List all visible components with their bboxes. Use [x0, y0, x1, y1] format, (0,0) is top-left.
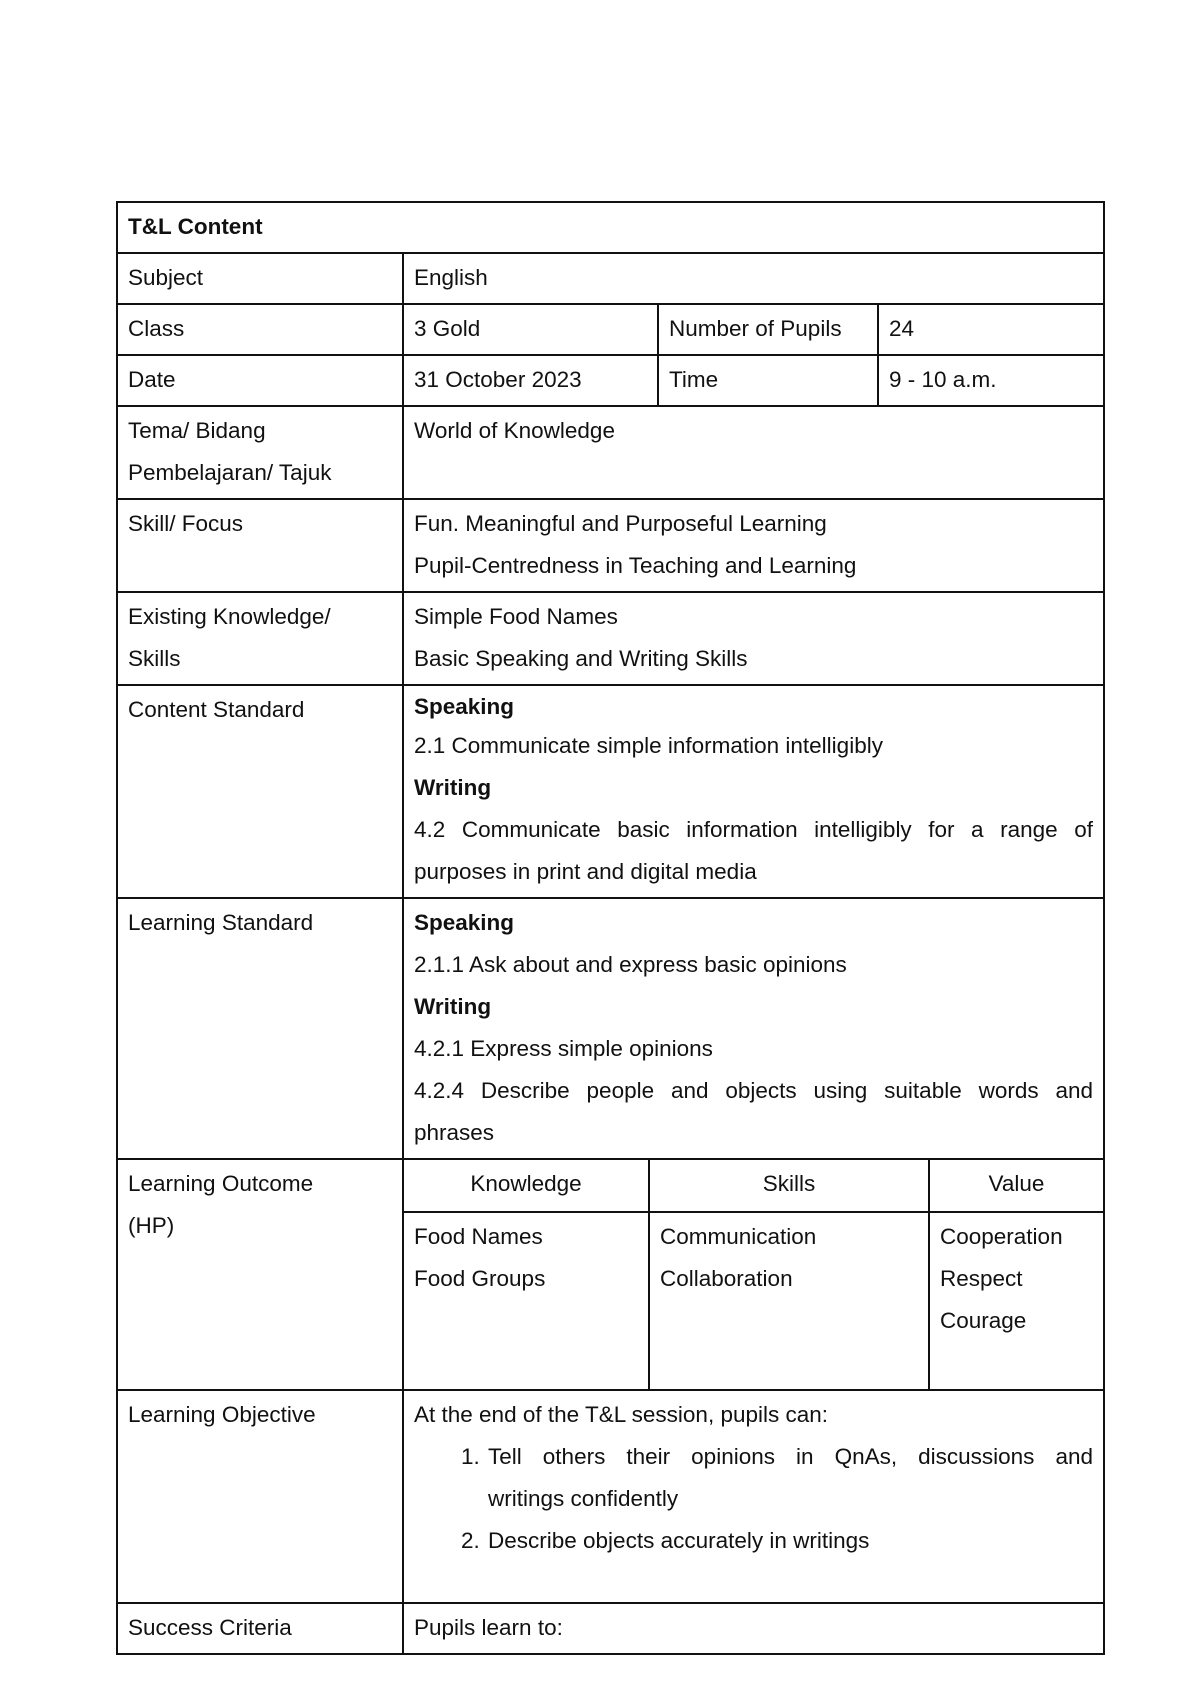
ls-writing-item2-line1: 4.2.4 Describe people and objects using suitable words and: [414, 1078, 1093, 1103]
header-row: [117, 202, 1104, 253]
learning-objective-item: [486, 1436, 1093, 1520]
subject-label: Subject: [117, 253, 403, 304]
lo-value-item: Courage: [940, 1308, 1027, 1333]
lobj-intro: At the end of the T&L session, pupils can:: [414, 1402, 829, 1427]
existing-line2: Basic Speaking and Writing Skills: [414, 646, 748, 671]
lobj-item2: 2. Describe objects accurately in writings: [488, 1528, 870, 1553]
skill-focus-line2: Pupil-Centredness in Teaching and Learning: [414, 553, 857, 578]
lo-label-line1: Learning Outcome: [128, 1171, 314, 1196]
lo-header-value: Value: [929, 1160, 1103, 1212]
class-row: [117, 304, 1104, 355]
theme-label-line2: Pembelajaran/ Tajuk: [128, 460, 332, 485]
success-criteria-value: Pupils learn to:: [403, 1603, 1104, 1654]
lo-value-item: Cooperation: [940, 1224, 1063, 1249]
lo-values-cell: [929, 1212, 1103, 1389]
existing-label-line2: Skills: [128, 646, 181, 671]
learning-standard-row: [117, 898, 1104, 1159]
existing-knowledge-value: [403, 592, 1104, 685]
learning-outcome-grid-cell: [403, 1159, 1104, 1390]
skill-focus-value: [403, 499, 1104, 592]
skill-focus-label: Skill/ Focus: [117, 499, 403, 592]
table-header: T&L Content: [117, 202, 1104, 253]
ls-writing-item2-line2: phrases: [414, 1120, 495, 1145]
lo-label-line2: (HP): [128, 1213, 175, 1238]
lo-skills-cell: [649, 1212, 929, 1389]
success-criteria-row: [117, 1603, 1104, 1654]
time-value: 9 - 10 a.m.: [878, 355, 1104, 406]
ls-writing-heading: Writing: [414, 994, 492, 1019]
lo-body-row: [404, 1212, 1103, 1389]
date-value: 31 October 2023: [403, 355, 658, 406]
skill-focus-row: [117, 499, 1104, 592]
learning-objective-value: [403, 1390, 1104, 1603]
cs-speaking-heading: Speaking: [414, 694, 515, 719]
lo-skills-item: Communication: [660, 1224, 817, 1249]
learning-standard-value: [403, 898, 1104, 1159]
theme-label: [117, 406, 403, 499]
lesson-plan-table: [116, 201, 1105, 1655]
cs-writing-item-line1: 4.2 Communicate basic information intelligibly for a range of: [414, 817, 1093, 842]
theme-row: [117, 406, 1104, 499]
pupils-label: Number of Pupils: [658, 304, 878, 355]
existing-line1: Simple Food Names: [414, 604, 618, 629]
content-standard-row: [117, 685, 1104, 898]
lo-value-item: Respect: [940, 1266, 1023, 1291]
class-value: 3 Gold: [403, 304, 658, 355]
cs-writing-heading: Writing: [414, 775, 492, 800]
date-row: [117, 355, 1104, 406]
lo-header-skills: Skills: [649, 1160, 929, 1212]
time-label: Time: [658, 355, 878, 406]
lo-header-row: [404, 1160, 1103, 1212]
lo-knowledge-item: Food Names: [414, 1224, 543, 1249]
ls-speaking-heading: Speaking: [414, 910, 515, 935]
subject-row: [117, 253, 1104, 304]
ls-speaking-item: 2.1.1 Ask about and express basic opinions: [414, 952, 847, 977]
lo-knowledge-item: Food Groups: [414, 1266, 546, 1291]
content-standard-value: [403, 685, 1104, 898]
success-criteria-label: Success Criteria: [117, 1603, 403, 1654]
learning-objective-list: [414, 1436, 1093, 1562]
learning-outcome-grid: [404, 1160, 1103, 1389]
lobj-item1-line1: 1. Tell others their opinions in QnAs, discussions and: [488, 1444, 1093, 1469]
learning-objective-row: [117, 1390, 1104, 1603]
cs-speaking-item: 2.1 Communicate simple information intelligibly: [414, 733, 883, 758]
lo-header-knowledge: Knowledge: [404, 1160, 649, 1212]
lobj-item1-line2: writings confidently: [488, 1486, 679, 1511]
content-standard-label: Content Standard: [117, 685, 403, 898]
subject-value: English: [403, 253, 1104, 304]
learning-objective-item: [486, 1520, 1093, 1562]
learning-outcome-label: [117, 1159, 403, 1390]
lo-knowledge-cell: [404, 1212, 649, 1389]
lo-skills-item: Collaboration: [660, 1266, 793, 1291]
theme-label-line1: Tema/ Bidang: [128, 418, 266, 443]
existing-label-line1: Existing Knowledge/: [128, 604, 331, 629]
learning-standard-label: Learning Standard: [117, 898, 403, 1159]
date-label: Date: [117, 355, 403, 406]
existing-knowledge-row: [117, 592, 1104, 685]
existing-knowledge-label: [117, 592, 403, 685]
skill-focus-line1: Fun. Meaningful and Purposeful Learning: [414, 511, 827, 536]
ls-writing-item1: 4.2.1 Express simple opinions: [414, 1036, 713, 1061]
learning-outcome-row: [117, 1159, 1104, 1390]
theme-value: World of Knowledge: [403, 406, 1104, 499]
cs-writing-item-line2: purposes in print and digital media: [414, 859, 757, 884]
class-label: Class: [117, 304, 403, 355]
learning-objective-label: Learning Objective: [117, 1390, 403, 1603]
pupils-value: 24: [878, 304, 1104, 355]
